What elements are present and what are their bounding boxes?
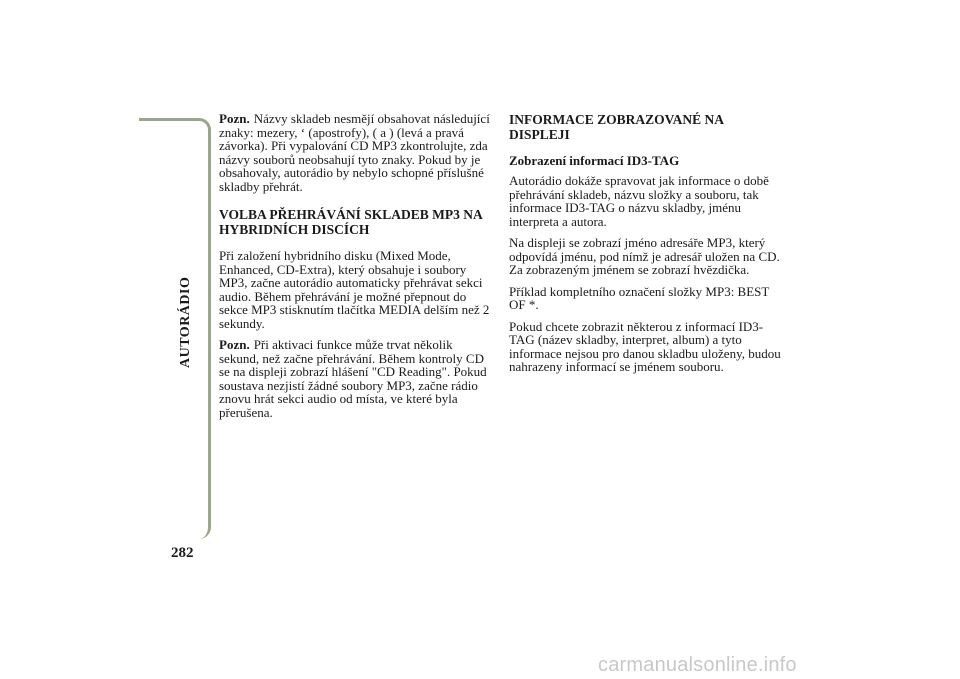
note-label: Pozn. (219, 337, 250, 352)
left-column (219, 112, 494, 427)
note-text: Při aktivaci funkce může trvat několik sekund, než začne přehrávání. Během kontroly CD se na displeji zobrazí hlášení "CD Reading". Pokud soustava nezjistí žádné soubory MP3, začne rádio znovu hrát sekci audio od místa, ve které byla přerušena. (219, 337, 487, 420)
body-paragraph: Na displeji se zobrazí jméno adresáře MP3, který odpovídá jménu, pod nímž je adresář uložen na CD. Za zobrazeným jménem se zobrazí hvězdička. (509, 235, 780, 277)
note-paragraph (219, 338, 494, 419)
note-paragraph (219, 112, 494, 193)
section-label: AUTORÁDIO (178, 276, 193, 368)
id3-tag-subheading: Zobrazení informací ID3-TAG (509, 153, 680, 168)
sidebar-rule (139, 118, 211, 539)
hybrid-disc-heading: VOLBA PŘEHRÁVÁNÍ SKLADEB MP3 NA HYBRIDNÍCH DISCÍCH (219, 207, 483, 237)
body-paragraph: Autorádio dokáže spravovat jak informace o době přehrávání skladeb, názvu složky a souboru, tak informace ID3-TAG o názvu skladby, jménu interpreta a autora. (509, 173, 769, 229)
watermark: carmanualsonline.info (598, 654, 797, 676)
note-text: Názvy skladeb nesmějí obsahovat následující znaky: mezery, ‘ (apostrofy), ( a ) (levá a pravá závorka). Při vypalování CD MP3 zkontrolujte, zda názvy souborů neobsahují tyto znaky. Pokud by je obsahovaly, autorádio by nebylo schopné příslušné skladby přehrát. (219, 111, 490, 194)
page-number: 282 (171, 545, 194, 561)
display-info-heading: INFORMACE ZOBRAZOVANÉ NA DISPLEJI (509, 112, 724, 142)
hybrid-disc-paragraph: Při založení hybridního disku (Mixed Mode, Enhanced, CD-Extra), který obsahuje i soubory MP3, začne autorádio automaticky přehrávat sekci audio. Během přehrávání je možné přepnout do sekce MP3 stisknutím tlačítka MEDIA delším než 2 sekundy. (219, 248, 490, 331)
note-label: Pozn. (219, 111, 250, 126)
right-column (509, 112, 784, 382)
body-paragraph: Příklad kompletního označení složky MP3: BEST OF *. (509, 283, 770, 312)
body-paragraph: Pokud chcete zobrazit některou z informací ID3-TAG (název skladby, interpret, album) a tyto informace nejsou pro danou skladbu uloženy, budou nahrazeny informací se jménem souboru. (509, 318, 781, 374)
